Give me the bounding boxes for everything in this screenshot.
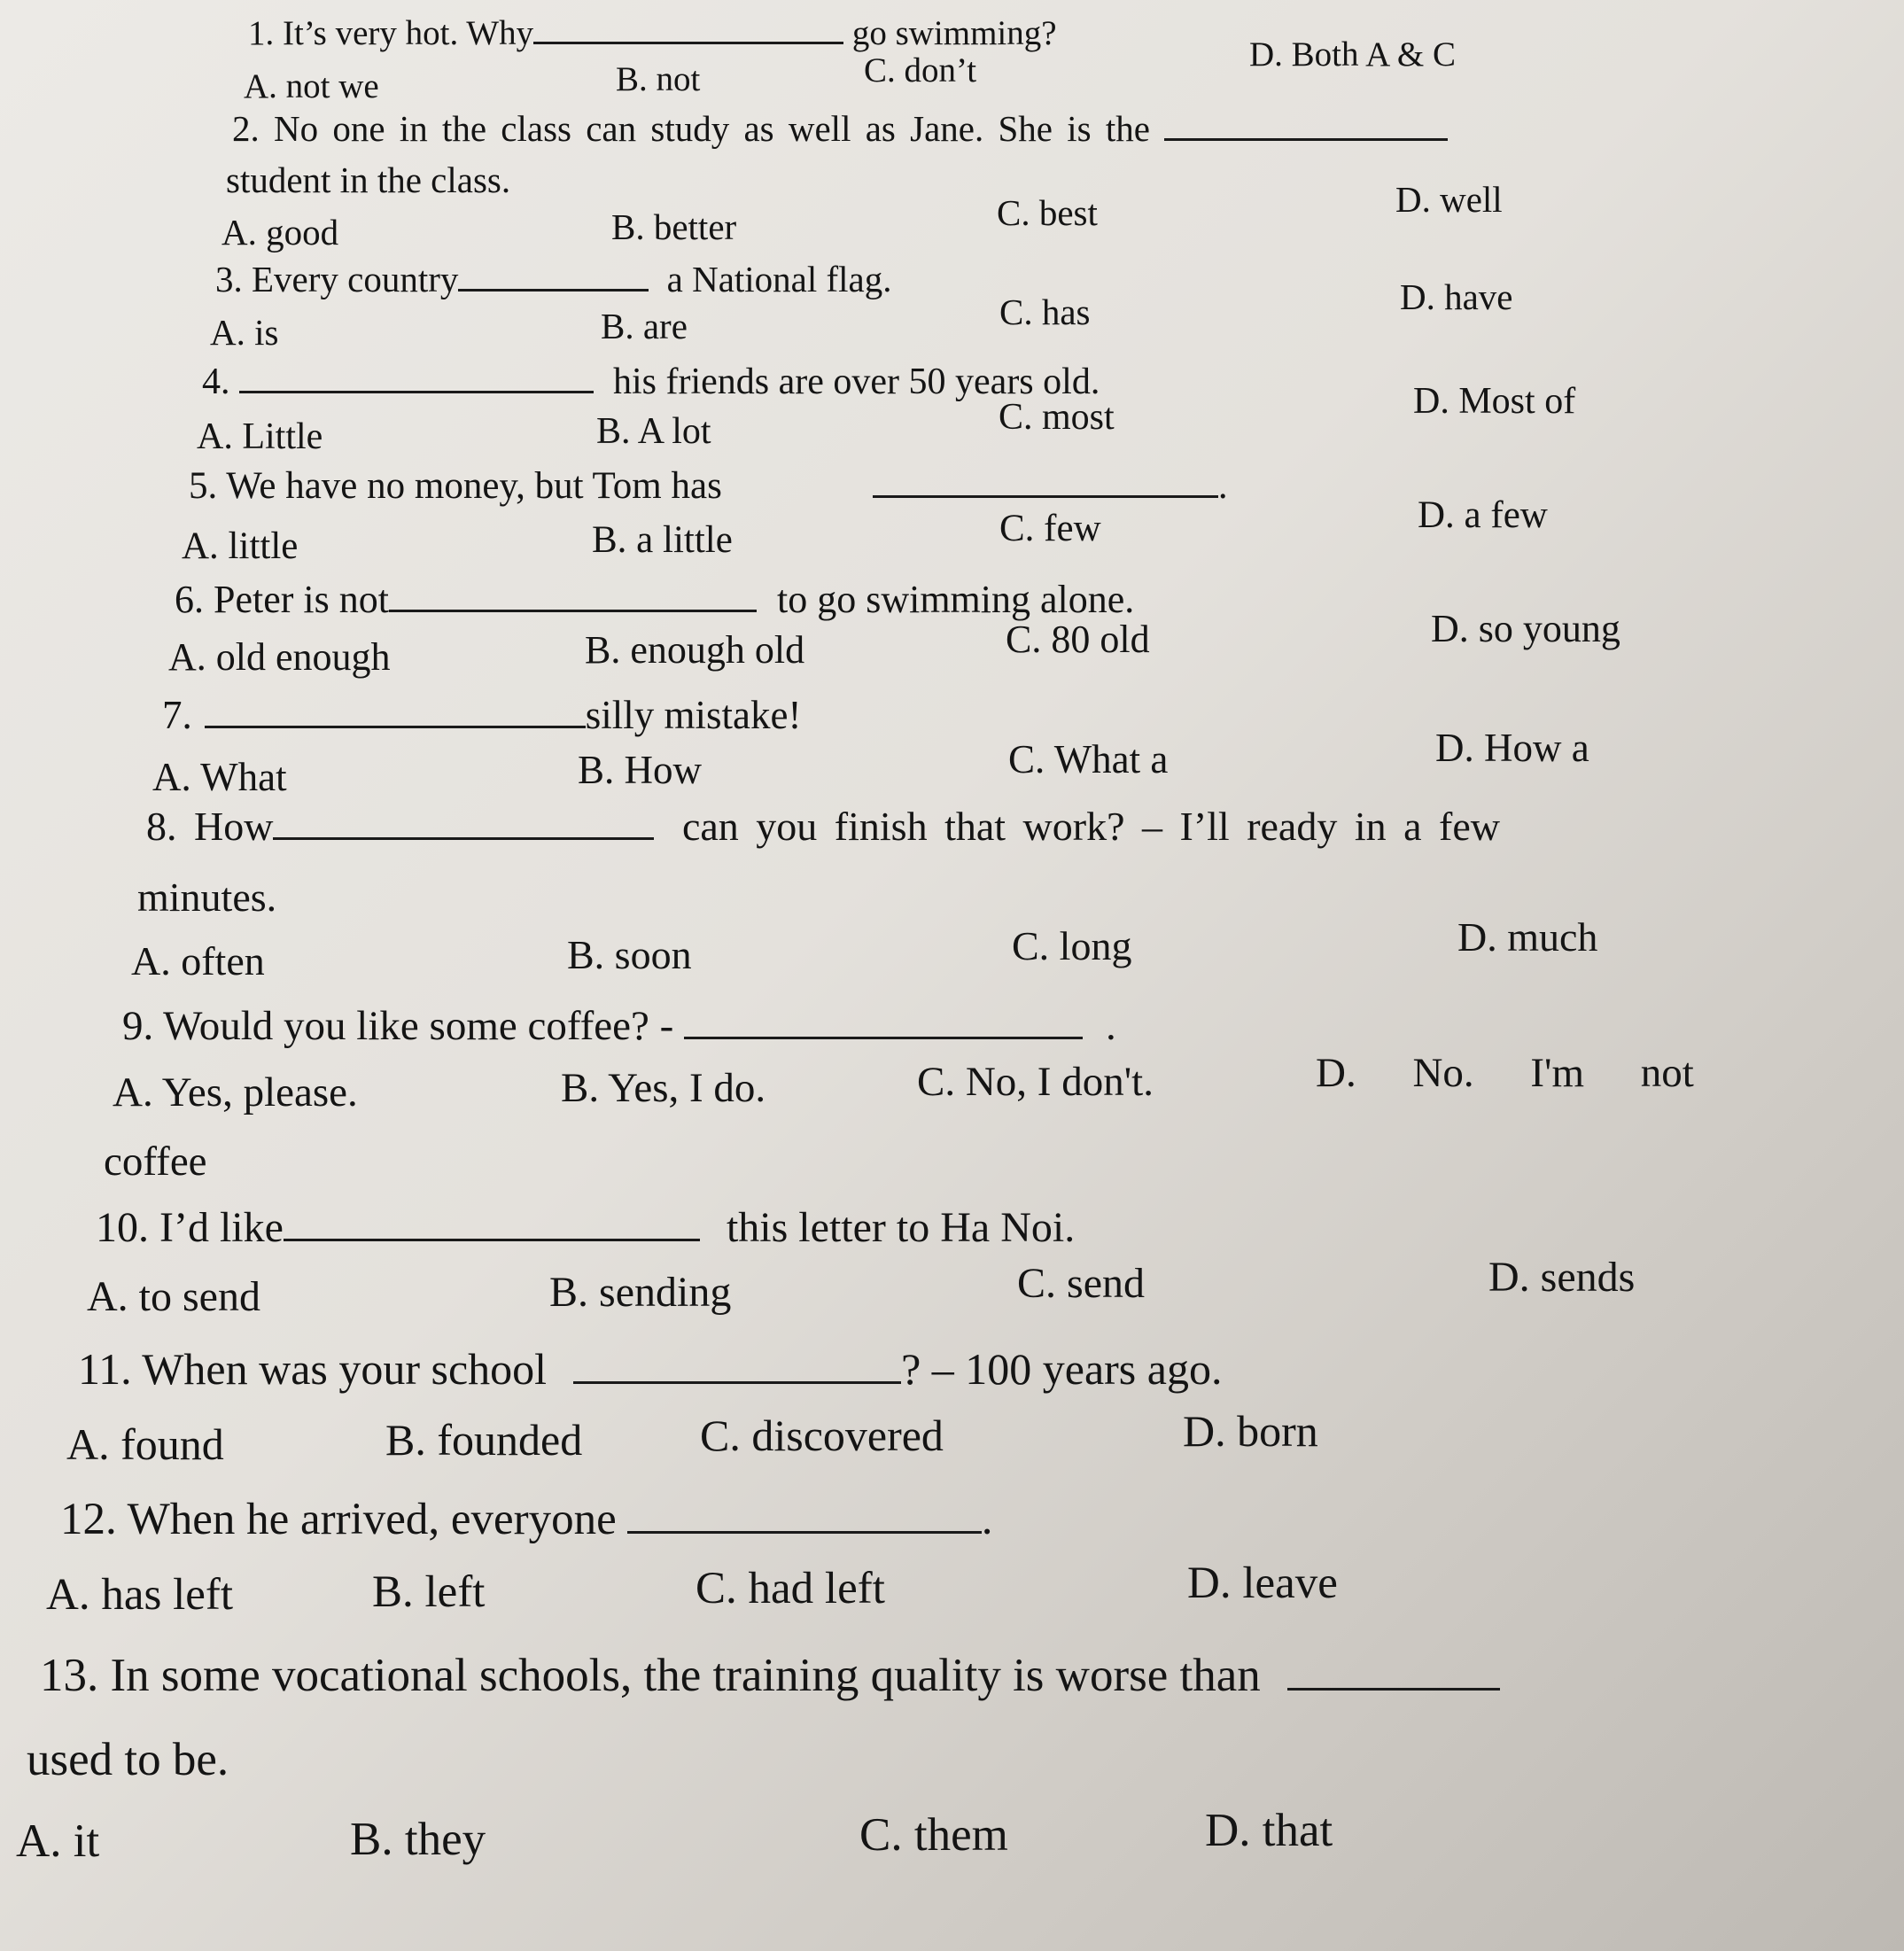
option-c[interactable]: C. 80 old xyxy=(1006,618,1150,661)
question-text: 11. When was your school xyxy=(78,1344,548,1394)
option-c[interactable]: C. few xyxy=(999,508,1101,549)
question-11 xyxy=(78,1344,1223,1394)
option-b[interactable]: B. not xyxy=(616,60,701,98)
option-a[interactable]: A. it xyxy=(16,1815,100,1867)
answer-blank[interactable] xyxy=(1287,1688,1500,1691)
question-1 xyxy=(248,16,1057,51)
question-text-end: silly mistake! xyxy=(585,693,802,737)
answer-blank[interactable] xyxy=(239,391,594,393)
option-c[interactable]: C. No, I don't. xyxy=(917,1059,1154,1105)
answer-blank[interactable] xyxy=(1164,138,1448,141)
question-text: 3. Every country xyxy=(215,259,459,299)
question-13-continuation: used to be. xyxy=(27,1734,229,1785)
option-b[interactable]: B. sending xyxy=(549,1269,732,1316)
option-c[interactable]: C. best xyxy=(997,192,1098,233)
option-c[interactable]: C. them xyxy=(859,1809,1008,1861)
question-12 xyxy=(60,1497,993,1543)
question-text: 4. xyxy=(202,361,230,402)
question-text: 12. When he arrived, everyone xyxy=(60,1495,617,1544)
answer-blank[interactable] xyxy=(873,495,1218,498)
question-text-end: his friends are over 50 years old. xyxy=(603,361,1100,402)
question-text-end: this letter to Ha Noi. xyxy=(715,1204,1076,1251)
option-b[interactable]: B. Yes, I do. xyxy=(561,1065,766,1111)
option-d[interactable]: D. have xyxy=(1400,276,1513,317)
answer-blank[interactable] xyxy=(205,726,586,728)
question-text-end: a National flag. xyxy=(657,259,892,299)
option-c[interactable]: C. What a xyxy=(1008,737,1169,781)
option-b[interactable]: B. are xyxy=(601,306,688,346)
option-a[interactable]: A. often xyxy=(131,938,265,983)
option-b[interactable]: B. A lot xyxy=(596,411,711,452)
option-d[interactable]: D. sends xyxy=(1488,1254,1636,1301)
option-c[interactable]: C. don’t xyxy=(864,51,977,89)
question-2 xyxy=(232,108,1448,149)
option-d[interactable]: D. No. I'm not xyxy=(1316,1050,1694,1096)
answer-blank[interactable] xyxy=(389,610,757,612)
option-c[interactable]: C. long xyxy=(1012,923,1132,968)
option-d-continuation: coffee xyxy=(104,1139,207,1185)
question-text: 5. We have no money, but Tom has xyxy=(189,465,722,507)
answer-blank[interactable] xyxy=(533,42,843,44)
option-b[interactable]: B. enough old xyxy=(585,628,805,672)
question-text: 7. xyxy=(162,693,192,737)
question-text-end: go swimming? xyxy=(843,14,1057,52)
option-a[interactable]: A. has left xyxy=(46,1570,234,1620)
answer-blank[interactable] xyxy=(273,837,654,840)
question-text: 9. Would you like some coffee? - xyxy=(122,1003,674,1049)
option-b[interactable]: B. left xyxy=(372,1567,486,1617)
question-text: 8. How xyxy=(146,804,274,849)
question-text: 10. I’d like xyxy=(96,1204,284,1251)
option-d[interactable]: D. so young xyxy=(1431,607,1620,650)
option-b[interactable]: B. better xyxy=(611,206,737,247)
answer-blank[interactable] xyxy=(284,1239,700,1241)
question-9 xyxy=(122,1003,1116,1049)
option-a[interactable]: A. Yes, please. xyxy=(113,1069,358,1115)
option-d[interactable]: D. that xyxy=(1205,1805,1333,1856)
question-text: 6. Peter is not xyxy=(175,578,389,621)
option-a[interactable]: A. is xyxy=(210,312,279,353)
option-d[interactable]: D. much xyxy=(1457,914,1598,960)
option-c[interactable]: C. discovered xyxy=(700,1411,944,1460)
question-5 xyxy=(189,467,1228,505)
question-2-continuation: student in the class. xyxy=(226,159,511,200)
answer-blank[interactable] xyxy=(573,1381,901,1384)
option-b[interactable]: B. a little xyxy=(592,519,733,561)
question-text-end: . xyxy=(1217,465,1228,507)
question-text: 13. In some vocational schools, the training quality is worse than xyxy=(40,1650,1261,1701)
question-8 xyxy=(146,806,1500,847)
option-d[interactable]: D. born xyxy=(1183,1406,1318,1456)
option-a[interactable]: A. good xyxy=(221,212,339,253)
answer-blank[interactable] xyxy=(627,1531,982,1534)
answer-blank[interactable] xyxy=(458,289,649,291)
option-d[interactable]: D. a few xyxy=(1418,494,1548,536)
option-d[interactable]: D. How a xyxy=(1435,726,1589,770)
option-c[interactable]: C. had left xyxy=(696,1564,885,1613)
question-4 xyxy=(202,363,1100,400)
question-text-end: to go swimming alone. xyxy=(766,578,1135,621)
option-a[interactable]: A. not we xyxy=(244,67,379,105)
option-c[interactable]: C. send xyxy=(1017,1260,1145,1307)
option-b[interactable]: B. they xyxy=(350,1814,486,1865)
option-a[interactable]: A. What xyxy=(152,755,287,799)
option-b[interactable]: B. soon xyxy=(567,932,692,977)
question-text: 1. It’s very hot. Why xyxy=(248,14,534,52)
question-text-end: ? – 100 years ago. xyxy=(901,1344,1223,1394)
option-d[interactable]: D. well xyxy=(1395,179,1503,220)
answer-blank[interactable] xyxy=(684,1037,1083,1039)
question-text: 2. No one in the class can study as well as Jane. She is the xyxy=(232,108,1150,149)
option-a[interactable]: A. little xyxy=(182,525,299,567)
question-10 xyxy=(96,1204,1076,1251)
question-6 xyxy=(175,580,1134,619)
option-a[interactable]: A. old enough xyxy=(168,635,391,679)
option-d[interactable]: D. Both A & C xyxy=(1249,35,1456,74)
question-text-end: . xyxy=(981,1495,993,1544)
question-text-end: . xyxy=(1095,1003,1116,1049)
option-c[interactable]: C. most xyxy=(999,397,1115,438)
question-text-end: can you finish that work? – I’ll ready in a few xyxy=(664,804,1501,849)
option-a[interactable]: A. found xyxy=(66,1419,224,1469)
question-7 xyxy=(162,693,802,737)
option-a[interactable]: A. Little xyxy=(197,416,323,457)
option-d[interactable]: D. leave xyxy=(1187,1558,1338,1608)
option-b[interactable]: B. How xyxy=(578,748,703,792)
question-3 xyxy=(215,261,892,298)
question-8-continuation: minutes. xyxy=(137,874,277,920)
option-b[interactable]: B. founded xyxy=(385,1415,583,1465)
option-c[interactable]: C. has xyxy=(999,291,1091,332)
option-a[interactable]: A. to send xyxy=(87,1273,260,1320)
question-13 xyxy=(40,1652,1500,1699)
option-d[interactable]: D. Most of xyxy=(1413,381,1576,422)
